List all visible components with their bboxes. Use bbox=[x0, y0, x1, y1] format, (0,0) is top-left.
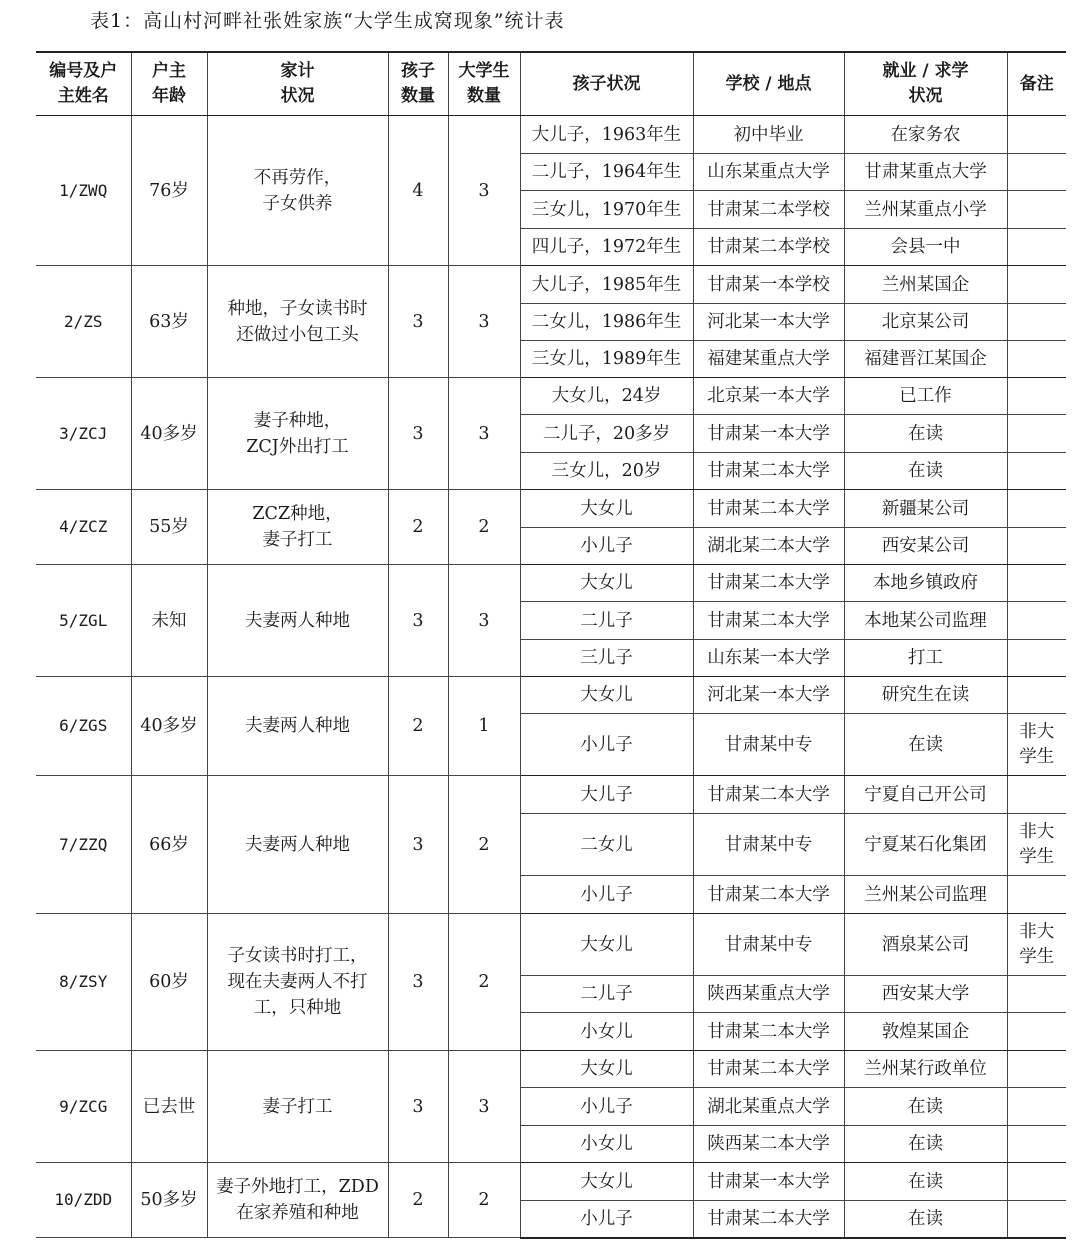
household-family-cell bbox=[207, 490, 388, 565]
school-cell: 山东某一本大学 bbox=[693, 640, 844, 677]
school-cell: 河北某一本大学 bbox=[693, 304, 844, 341]
household-kids-cell: 3 bbox=[388, 776, 448, 914]
household-uni-cell: 2 bbox=[448, 1163, 520, 1238]
household-age-cell: 50多岁 bbox=[131, 1163, 207, 1238]
child-status-cell: 大女儿 bbox=[520, 677, 693, 714]
note-cell bbox=[1007, 229, 1066, 266]
family-line: 子女供养 bbox=[262, 193, 333, 214]
school-cell: 甘肃某二本大学 bbox=[693, 1201, 844, 1238]
job-cell: 在读 bbox=[844, 415, 1007, 453]
child-status-cell: 三女儿，1989年生 bbox=[520, 341, 693, 378]
household-uni-cell: 1 bbox=[448, 677, 520, 776]
child-status-cell: 二儿子，20多岁 bbox=[520, 415, 693, 453]
note-cell bbox=[1007, 776, 1066, 814]
child-status-cell: 二儿子，1964年生 bbox=[520, 154, 693, 191]
family-line: 在家养殖和种地 bbox=[236, 1203, 359, 1223]
family-line: 夫妻两人种地 bbox=[245, 610, 350, 631]
family-line: 子女读书时打工， bbox=[227, 946, 368, 966]
household-id-cell: 7/ZZQ bbox=[36, 776, 131, 914]
family-line: 种地，子女读书时 bbox=[227, 298, 368, 319]
job-cell: 在读 bbox=[844, 1088, 1007, 1126]
household-age-cell: 76岁 bbox=[131, 116, 207, 266]
header-row bbox=[36, 52, 1066, 116]
note-cell: 非大学生 bbox=[1007, 914, 1066, 976]
child-status-cell: 小儿子 bbox=[520, 714, 693, 776]
household-family-cell bbox=[207, 266, 388, 378]
child-status-cell: 大女儿 bbox=[520, 490, 693, 528]
note-cell bbox=[1007, 876, 1066, 914]
household-id-cell: 6/ZGS bbox=[36, 677, 131, 776]
household-kids-cell: 3 bbox=[388, 266, 448, 378]
header-child: 孩子状况 bbox=[520, 52, 693, 116]
table-row bbox=[36, 1051, 1066, 1088]
school-cell: 陕西某重点大学 bbox=[693, 976, 844, 1013]
household-age-cell: 40多岁 bbox=[131, 378, 207, 490]
job-cell: 北京某公司 bbox=[844, 304, 1007, 341]
family-line: 妻子打工 bbox=[262, 1096, 333, 1117]
family-line: 夫妻两人种地 bbox=[245, 716, 350, 736]
school-cell: 湖北某二本大学 bbox=[693, 528, 844, 565]
job-cell: 在家务农 bbox=[844, 116, 1007, 154]
school-cell: 甘肃某二本大学 bbox=[693, 1013, 844, 1051]
school-cell: 甘肃某一本大学 bbox=[693, 1163, 844, 1201]
school-cell: 甘肃某二本大学 bbox=[693, 1051, 844, 1088]
table-row bbox=[36, 1163, 1066, 1201]
household-kids-cell: 3 bbox=[388, 914, 448, 1051]
note-cell bbox=[1007, 1088, 1066, 1126]
note-cell bbox=[1007, 1126, 1066, 1163]
job-cell: 已工作 bbox=[844, 378, 1007, 415]
note-cell bbox=[1007, 602, 1066, 640]
child-status-cell: 小女儿 bbox=[520, 1126, 693, 1163]
household-uni-cell: 2 bbox=[448, 914, 520, 1051]
school-cell: 河北某一本大学 bbox=[693, 677, 844, 714]
household-kids-cell: 2 bbox=[388, 490, 448, 565]
household-age-cell: 55岁 bbox=[131, 490, 207, 565]
job-cell: 在读 bbox=[844, 1126, 1007, 1163]
note-cell bbox=[1007, 453, 1066, 490]
child-status-cell: 大女儿 bbox=[520, 565, 693, 602]
school-cell: 甘肃某一本学校 bbox=[693, 266, 844, 304]
school-cell: 甘肃某中专 bbox=[693, 914, 844, 976]
note-cell bbox=[1007, 677, 1066, 714]
household-uni-cell: 3 bbox=[448, 378, 520, 490]
family-line: ZCJ外出打工 bbox=[246, 436, 349, 457]
school-cell: 甘肃某二本学校 bbox=[693, 229, 844, 266]
job-cell: 打工 bbox=[844, 640, 1007, 677]
job-cell: 在读 bbox=[844, 714, 1007, 776]
job-cell: 新疆某公司 bbox=[844, 490, 1007, 528]
child-status-cell: 大女儿 bbox=[520, 1163, 693, 1201]
school-cell: 甘肃某二本大学 bbox=[693, 565, 844, 602]
note-cell bbox=[1007, 191, 1066, 229]
job-cell: 敦煌某国企 bbox=[844, 1013, 1007, 1051]
child-status-cell: 小女儿 bbox=[520, 1013, 693, 1051]
job-cell: 在读 bbox=[844, 1163, 1007, 1201]
school-cell: 湖北某重点大学 bbox=[693, 1088, 844, 1126]
household-uni-cell: 3 bbox=[448, 565, 520, 677]
job-cell: 西安某大学 bbox=[844, 976, 1007, 1013]
family-line: 妻子外地打工，ZDD bbox=[216, 1177, 379, 1197]
school-cell: 福建某重点大学 bbox=[693, 341, 844, 378]
header-note: 备注 bbox=[1007, 52, 1066, 116]
household-family-cell bbox=[207, 1163, 388, 1238]
table-row bbox=[36, 677, 1066, 714]
child-status-cell: 小儿子 bbox=[520, 1201, 693, 1238]
note-cell bbox=[1007, 976, 1066, 1013]
job-cell: 西安某公司 bbox=[844, 528, 1007, 565]
school-cell: 初中毕业 bbox=[693, 116, 844, 154]
school-cell: 甘肃某二本大学 bbox=[693, 602, 844, 640]
note-cell bbox=[1007, 640, 1066, 677]
note-cell bbox=[1007, 378, 1066, 415]
child-status-cell: 二女儿 bbox=[520, 814, 693, 876]
household-family-cell bbox=[207, 116, 388, 266]
job-cell: 在读 bbox=[844, 1201, 1007, 1238]
household-family-cell bbox=[207, 378, 388, 490]
household-family-cell bbox=[207, 1051, 388, 1163]
note-cell bbox=[1007, 1201, 1066, 1238]
job-cell: 甘肃某重点大学 bbox=[844, 154, 1007, 191]
job-cell: 本地某公司监理 bbox=[844, 602, 1007, 640]
note-cell bbox=[1007, 154, 1066, 191]
family-line: 还做过小包工头 bbox=[236, 324, 359, 345]
school-cell: 北京某一本大学 bbox=[693, 378, 844, 415]
school-cell: 山东某重点大学 bbox=[693, 154, 844, 191]
table-row bbox=[36, 116, 1066, 154]
child-status-cell: 二儿子 bbox=[520, 976, 693, 1013]
job-cell: 兰州某行政单位 bbox=[844, 1051, 1007, 1088]
household-age-cell: 已去世 bbox=[131, 1051, 207, 1163]
table-body bbox=[36, 116, 1066, 1238]
household-kids-cell: 2 bbox=[388, 677, 448, 776]
family-line: 工，只种地 bbox=[253, 998, 342, 1018]
note-cell bbox=[1007, 304, 1066, 341]
table-row bbox=[36, 266, 1066, 304]
note-cell bbox=[1007, 266, 1066, 304]
header-school: 学校 / 地点 bbox=[693, 52, 844, 116]
household-age-cell: 60岁 bbox=[131, 914, 207, 1051]
household-id-cell: 5/ZGL bbox=[36, 565, 131, 677]
school-cell: 甘肃某二本大学 bbox=[693, 490, 844, 528]
household-id-cell: 10/ZDD bbox=[36, 1163, 131, 1238]
household-uni-cell: 3 bbox=[448, 116, 520, 266]
header-id: 编号及户 主姓名 bbox=[36, 52, 131, 116]
household-id-cell: 1/ZWQ bbox=[36, 116, 131, 266]
household-family-cell bbox=[207, 776, 388, 914]
child-status-cell: 大女儿 bbox=[520, 1051, 693, 1088]
school-cell: 陕西某二本大学 bbox=[693, 1126, 844, 1163]
family-line: ZCZ种地， bbox=[252, 504, 343, 524]
header-uni: 大学生 数量 bbox=[448, 52, 520, 116]
school-cell: 甘肃某中专 bbox=[693, 714, 844, 776]
family-line: 不再劳作， bbox=[253, 167, 342, 188]
job-cell: 在读 bbox=[844, 453, 1007, 490]
note-cell bbox=[1007, 490, 1066, 528]
child-status-cell: 三儿子 bbox=[520, 640, 693, 677]
child-status-cell: 小儿子 bbox=[520, 528, 693, 565]
school-cell: 甘肃某一本大学 bbox=[693, 415, 844, 453]
child-status-cell: 大儿子，1985年生 bbox=[520, 266, 693, 304]
header-age: 户主 年龄 bbox=[131, 52, 207, 116]
household-family-cell bbox=[207, 914, 388, 1051]
household-id-cell: 4/ZCZ bbox=[36, 490, 131, 565]
child-status-cell: 二女儿，1986年生 bbox=[520, 304, 693, 341]
household-age-cell: 63岁 bbox=[131, 266, 207, 378]
note-cell bbox=[1007, 528, 1066, 565]
school-cell: 甘肃某二本学校 bbox=[693, 191, 844, 229]
school-cell: 甘肃某二本大学 bbox=[693, 453, 844, 490]
household-age-cell: 40多岁 bbox=[131, 677, 207, 776]
table-row bbox=[36, 490, 1066, 528]
note-cell bbox=[1007, 415, 1066, 453]
note-cell bbox=[1007, 116, 1066, 154]
job-cell: 宁夏自己开公司 bbox=[844, 776, 1007, 814]
job-cell: 福建晋江某国企 bbox=[844, 341, 1007, 378]
header-family: 家计 状况 bbox=[207, 52, 388, 116]
child-status-cell: 大儿子，1963年生 bbox=[520, 116, 693, 154]
job-cell: 本地乡镇政府 bbox=[844, 565, 1007, 602]
household-kids-cell: 2 bbox=[388, 1163, 448, 1238]
family-line: 现在夫妻两人不打 bbox=[227, 972, 368, 992]
household-kids-cell: 3 bbox=[388, 565, 448, 677]
note-cell bbox=[1007, 1163, 1066, 1201]
child-status-cell: 三女儿，20岁 bbox=[520, 453, 693, 490]
household-uni-cell: 2 bbox=[448, 490, 520, 565]
job-cell: 宁夏某石化集团 bbox=[844, 814, 1007, 876]
household-id-cell: 9/ZCG bbox=[36, 1051, 131, 1163]
table-row bbox=[36, 378, 1066, 415]
household-age-cell: 未知 bbox=[131, 565, 207, 677]
job-cell: 兰州某公司监理 bbox=[844, 876, 1007, 914]
job-cell: 兰州某国企 bbox=[844, 266, 1007, 304]
household-id-cell: 2/ZS bbox=[36, 266, 131, 378]
note-cell bbox=[1007, 1051, 1066, 1088]
household-id-cell: 3/ZCJ bbox=[36, 378, 131, 490]
household-family-cell bbox=[207, 565, 388, 677]
job-cell: 会县一中 bbox=[844, 229, 1007, 266]
note-cell bbox=[1007, 341, 1066, 378]
note-cell bbox=[1007, 1013, 1066, 1051]
note-cell: 非大学生 bbox=[1007, 714, 1066, 776]
table-caption: 表1：高山村河畔社张姓家族“大学生成窝现象”统计表 bbox=[90, 10, 565, 32]
table-row bbox=[36, 776, 1066, 814]
job-cell: 研究生在读 bbox=[844, 677, 1007, 714]
family-line: 妻子种地， bbox=[253, 410, 342, 431]
header-kids: 孩子 数量 bbox=[388, 52, 448, 116]
note-cell bbox=[1007, 565, 1066, 602]
school-cell: 甘肃某二本大学 bbox=[693, 876, 844, 914]
household-uni-cell: 2 bbox=[448, 776, 520, 914]
household-id-cell: 8/ZSY bbox=[36, 914, 131, 1051]
household-kids-cell: 3 bbox=[388, 378, 448, 490]
job-cell: 酒泉某公司 bbox=[844, 914, 1007, 976]
household-family-cell bbox=[207, 677, 388, 776]
school-cell: 甘肃某中专 bbox=[693, 814, 844, 876]
table-row bbox=[36, 914, 1066, 976]
household-uni-cell: 3 bbox=[448, 266, 520, 378]
household-uni-cell: 3 bbox=[448, 1051, 520, 1163]
job-cell: 兰州某重点小学 bbox=[844, 191, 1007, 229]
family-line: 夫妻两人种地 bbox=[245, 834, 350, 855]
child-status-cell: 二儿子 bbox=[520, 602, 693, 640]
child-status-cell: 大女儿 bbox=[520, 914, 693, 976]
child-status-cell: 三女儿，1970年生 bbox=[520, 191, 693, 229]
household-age-cell: 66岁 bbox=[131, 776, 207, 914]
school-cell: 甘肃某二本大学 bbox=[693, 776, 844, 814]
child-status-cell: 四儿子，1972年生 bbox=[520, 229, 693, 266]
child-status-cell: 大女儿，24岁 bbox=[520, 378, 693, 415]
household-kids-cell: 4 bbox=[388, 116, 448, 266]
header-job: 就业 / 求学 状况 bbox=[844, 52, 1007, 116]
household-kids-cell: 3 bbox=[388, 1051, 448, 1163]
child-status-cell: 小儿子 bbox=[520, 1088, 693, 1126]
child-status-cell: 小儿子 bbox=[520, 876, 693, 914]
note-cell: 非大学生 bbox=[1007, 814, 1066, 876]
table-row bbox=[36, 565, 1066, 602]
child-status-cell: 大儿子 bbox=[520, 776, 693, 814]
family-line: 妻子打工 bbox=[262, 530, 333, 550]
statistics-table bbox=[36, 51, 1066, 1239]
